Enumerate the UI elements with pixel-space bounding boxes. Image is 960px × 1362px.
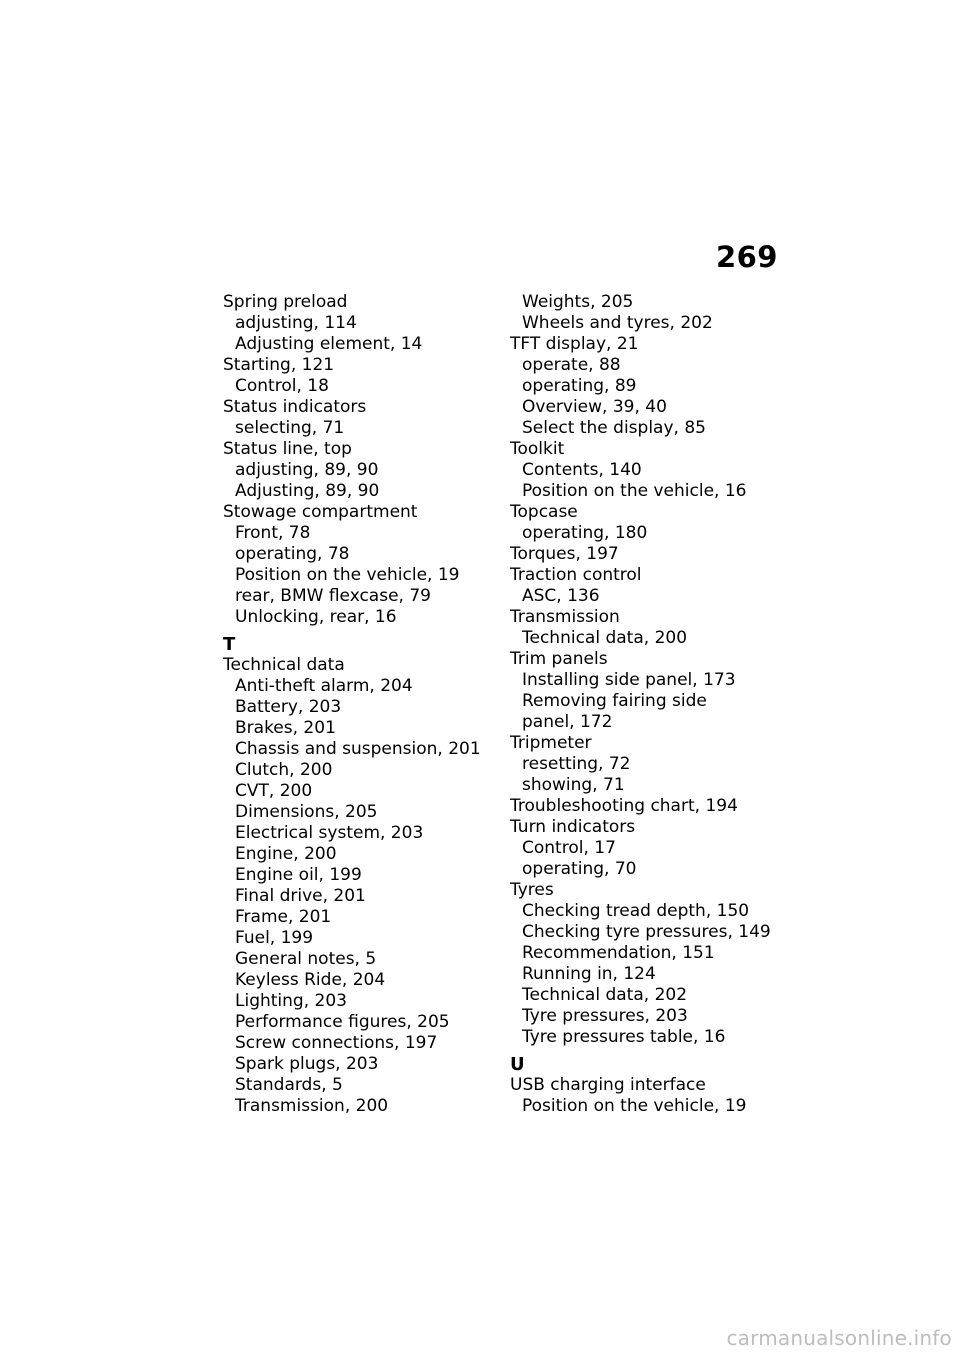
index-subentry: Checking tread depth, 150 — [522, 901, 750, 921]
index-subentry: Dimensions, 205 — [235, 802, 378, 822]
index-subentry: showing, 71 — [522, 775, 625, 795]
index-subentry: Adjusting, 89, 90 — [235, 481, 380, 501]
index-subentry: Keyless Ride, 204 — [235, 970, 386, 990]
index-subentry: Standards, 5 — [235, 1075, 343, 1095]
index-subentry: Fuel, 199 — [235, 928, 314, 948]
index-subentry: operating, 89 — [522, 376, 637, 396]
index-entry-starting-121: Starting, 121 — [223, 355, 335, 375]
index-subentry: Frame, 201 — [235, 907, 332, 927]
index-entry — [510, 1075, 780, 1117]
index-entry-tft-display-21: TFT display, 21 — [510, 334, 639, 354]
index-entry — [223, 397, 493, 439]
index-subentry: operating, 70 — [522, 859, 637, 879]
index-subentry: operating, 78 — [235, 544, 350, 564]
index-subentry: Front, 78 — [235, 523, 311, 543]
index-entry — [510, 565, 780, 607]
index-entry-tyres: Tyres — [510, 880, 554, 900]
index-entry-tripmeter: Tripmeter — [510, 733, 592, 753]
index-column-right — [510, 292, 780, 1117]
index-subentry: Running in, 124 — [522, 964, 656, 984]
index-entry — [510, 607, 780, 649]
index-subentry: Removing fairing side — [522, 691, 707, 711]
index-subentry: Spark plugs, 203 — [235, 1054, 379, 1074]
index-subentry: Weights, 205 — [522, 292, 634, 312]
index-subentry: Tyre pressures table, 16 — [522, 1027, 726, 1047]
index-subentry: operating, 180 — [522, 523, 648, 543]
index-subentry: Position on the vehicle, 16 — [522, 481, 747, 501]
index-subentry: Anti-theft alarm, 204 — [235, 676, 413, 696]
index-entry-traction-control: Traction control — [510, 565, 642, 585]
index-subentry: resetting, 72 — [522, 754, 631, 774]
index-subentry: Electrical system, 203 — [235, 823, 424, 843]
index-entry-toolkit: Toolkit — [510, 439, 565, 459]
index-entry — [223, 439, 493, 502]
index-subentry: Technical data, 202 — [522, 985, 688, 1005]
index-letter-heading: T — [223, 634, 236, 655]
index-entry — [223, 655, 493, 1117]
index-subentry: Tyre pressures, 203 — [522, 1006, 688, 1026]
index-subentry: Clutch, 200 — [235, 760, 333, 780]
index-entry-stowage-compartment: Stowage compartment — [223, 502, 418, 522]
index-entry — [223, 355, 493, 397]
index-entry — [223, 292, 493, 355]
index-entry-turn-indicators: Turn indicators — [510, 817, 636, 837]
index-subentry: Installing side panel, 173 — [522, 670, 736, 690]
index-entry — [510, 733, 780, 796]
index-subentry: Transmission, 200 — [235, 1096, 389, 1116]
index-subentry: operate, 88 — [522, 355, 621, 375]
index-subentry: Control, 18 — [235, 376, 329, 396]
index-subentry: ASC, 136 — [522, 586, 600, 606]
index-subentry: Technical data, 200 — [522, 628, 688, 648]
index-subentry: Engine, 200 — [235, 844, 337, 864]
index-subentry: selecting, 71 — [235, 418, 345, 438]
index-letter-heading: U — [510, 1054, 525, 1075]
index-column-left — [223, 292, 493, 1117]
footer-watermark[interactable]: carmanualsonline.info — [726, 1326, 952, 1350]
index-subentry: adjusting, 89, 90 — [235, 460, 379, 480]
index-subentry: Select the display, 85 — [522, 418, 706, 438]
index-subentry: Wheels and tyres, 202 — [522, 313, 713, 333]
index-entry — [510, 439, 780, 502]
index-entry-torques-197: Torques, 197 — [510, 544, 619, 564]
index-entry-transmission: Transmission — [510, 607, 620, 627]
index-entry — [510, 502, 780, 544]
index-entry-spring-preload: Spring preload — [223, 292, 348, 312]
index-subentry: Unlocking, rear, 16 — [235, 607, 397, 627]
index-subentry: Performance figures, 205 — [235, 1012, 450, 1032]
index-entry-topcase: Topcase — [510, 502, 578, 522]
index-entry — [510, 334, 780, 439]
index-entry — [510, 817, 780, 880]
index-subentry: Contents, 140 — [522, 460, 642, 480]
page-number: 269 — [715, 240, 778, 274]
index-subentry: Final drive, 201 — [235, 886, 366, 906]
index-entry — [510, 544, 780, 565]
index-subentry: adjusting, 114 — [235, 313, 357, 333]
index-entry-status-line-top: Status line, top — [223, 439, 352, 459]
index-entry — [510, 649, 780, 733]
index-subentry: Engine oil, 199 — [235, 865, 362, 885]
index-subentry: CVT, 200 — [235, 781, 313, 801]
index-subentry: Screw connections, 197 — [235, 1033, 438, 1053]
index-subentry: Chassis and suspension, 201 — [235, 739, 481, 759]
index-entry — [510, 880, 780, 1048]
index-entry-usb-charging-interface: USB charging interface — [510, 1075, 706, 1095]
index-subentry: Brakes, 201 — [235, 718, 336, 738]
index-subentry: Adjusting element, 14 — [235, 334, 423, 354]
index-subentry: Lighting, 203 — [235, 991, 347, 1011]
index-subentry: Position on the vehicle, 19 — [522, 1096, 747, 1116]
index-subentry: rear, BMW flexcase, 79 — [235, 586, 431, 606]
index-subentry: Position on the vehicle, 19 — [235, 565, 460, 585]
index-subentry: General notes, 5 — [235, 949, 377, 969]
index-entry-troubleshooting-chart-194: Troubleshooting chart, 194 — [510, 796, 738, 816]
index-entry — [510, 796, 780, 817]
index-entry-technical-data: Technical data — [223, 655, 345, 675]
index-subentry: Overview, 39, 40 — [522, 397, 667, 417]
index-subentry: Checking tyre pressures, 149 — [522, 922, 771, 942]
index-entry-status-indicators: Status indicators — [223, 397, 367, 417]
index-entry — [223, 502, 493, 628]
index-subentry: Control, 17 — [522, 838, 616, 858]
index-entry — [510, 292, 780, 334]
index-subentry: Battery, 203 — [235, 697, 342, 717]
index-subentry: Recommendation, 151 — [522, 943, 715, 963]
index-entry-trim-panels: Trim panels — [510, 649, 608, 669]
index-subentry: panel, 172 — [522, 712, 613, 732]
